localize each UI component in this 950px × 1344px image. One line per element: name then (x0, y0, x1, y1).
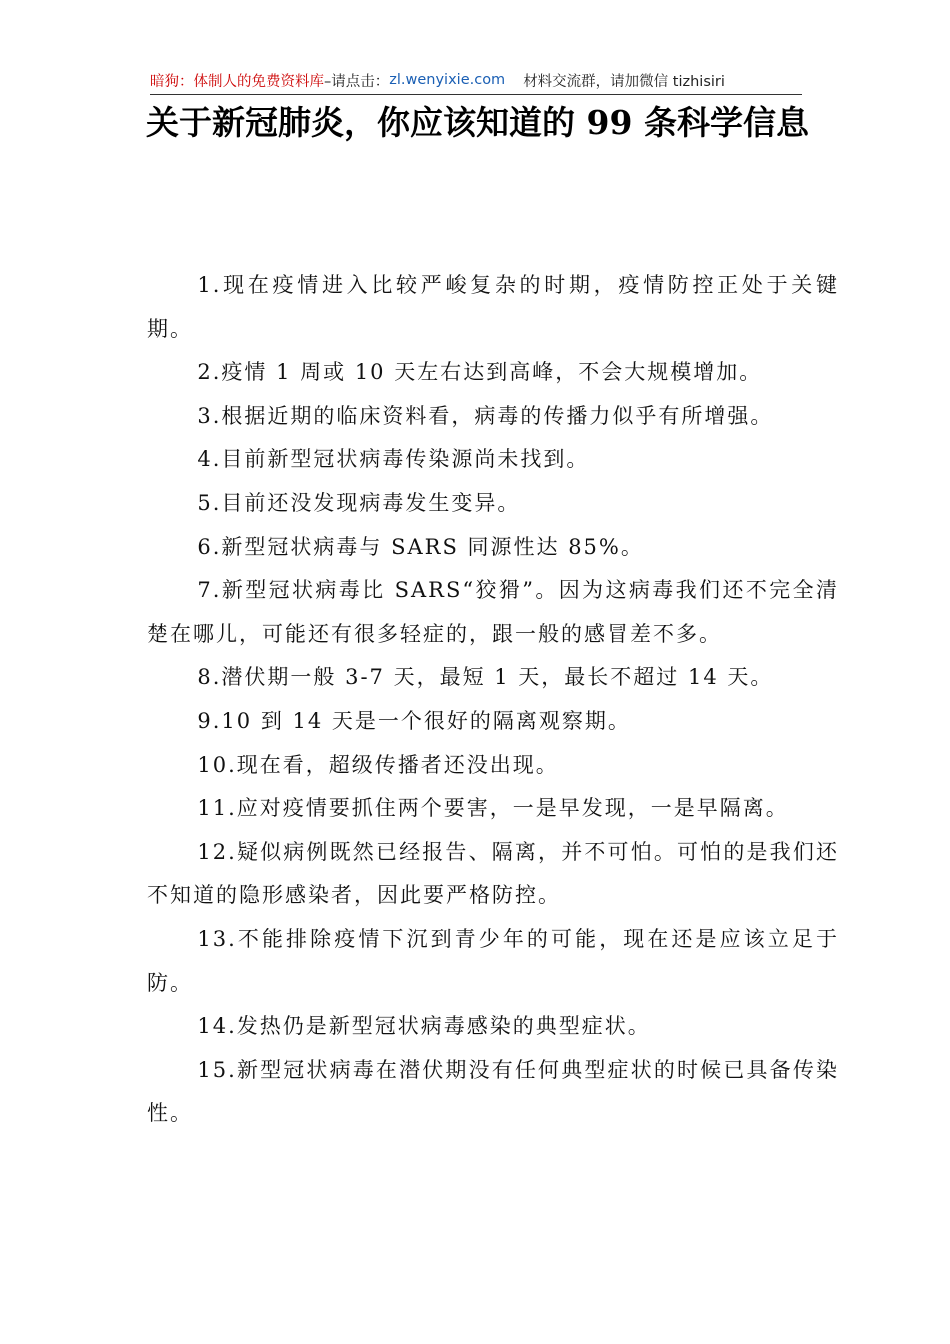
paragraph: 13.不能排除疫情下沉到青少年的可能，现在还是应该立足于防。 (147, 926, 839, 995)
paragraph: 12.疑似病例既然已经报告、隔离，并不可怕。可怕的是我们还不知道的隐形感染者，因此要严格防控。 (147, 839, 839, 908)
paragraph: 1.现在疫情进入比较严峻复杂的时期，疫情防控正处于关键期。 (147, 273, 839, 341)
header-site-link[interactable]: zl.wenyixie.com (389, 72, 506, 88)
header-click-label: –请点击： (324, 73, 390, 90)
paragraph: 11.应对疫情要抓住两个要害，一是早发现，一是早隔离。 (197, 796, 789, 821)
paragraph: 7.新型冠状病毒比 SARS“狡猾”。因为这病毒我们还不完全清楚在哪儿，可能还有很多轻症的，跟一般的感冒差不多。 (147, 578, 839, 646)
paragraph: 6.新型冠状病毒与 SARS 同源性达 85%。 (197, 534, 644, 559)
paragraph: 8.潜伏期一般 3-7 天，最短 1 天，最长不超过 14 天。 (197, 665, 774, 690)
paragraph: 15.新型冠状病毒在潜伏期没有任何典型症状的时候已具备传染性。 (147, 1057, 839, 1126)
paragraph: 14.发热仍是新型冠状病毒感染的典型症状。 (197, 1014, 651, 1039)
header-wechat-note: 材料交流群，请加微信 tizhisiri (523, 73, 725, 90)
header-bar (150, 66, 802, 95)
document-body (147, 264, 839, 1136)
paragraph: 5.目前还没发现病毒发生变异。 (197, 490, 521, 515)
document-title: 关于新冠肺炎，你应该知道的 99 条科学信息 (146, 103, 809, 142)
header-site-label: 暗狗：体制人的免费资料库 (150, 73, 324, 90)
paragraph: 10.现在看，超级传播者还没出现。 (197, 752, 559, 777)
paragraph: 2.疫情 1 周或 10 天左右达到高峰，不会大规模增加。 (197, 360, 763, 385)
paragraph: 4.目前新型冠状病毒传染源尚未找到。 (197, 447, 590, 472)
paragraph: 9.10 到 14 天是一个很好的隔离观察期。 (197, 708, 631, 733)
paragraph: 3.根据近期的临床资料看，病毒的传播力似乎有所增强。 (197, 403, 774, 428)
